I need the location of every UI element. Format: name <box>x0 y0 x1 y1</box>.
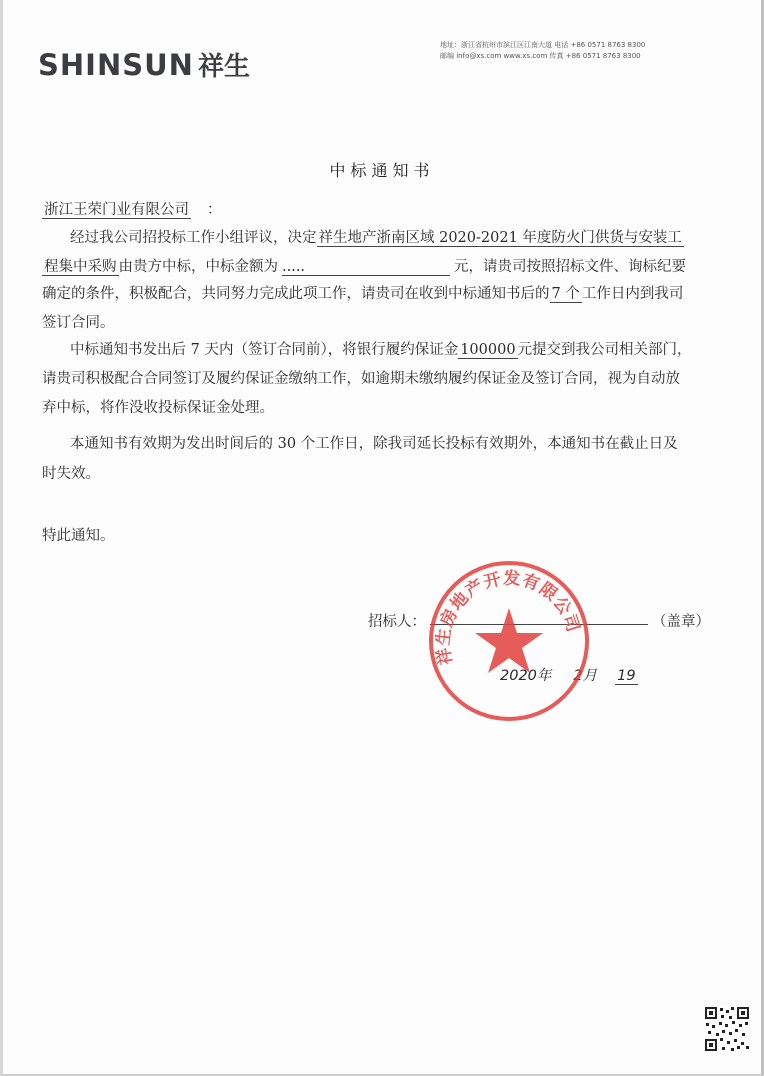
paragraph-2-line-3: 弃中标，将作没收投标保证金处理。 <box>42 400 274 416</box>
contact-web: 邮编 info@xs.com www.xs.com <box>440 52 548 60</box>
contact-address: 地址：浙江省杭州市滨江区江南大道 <box>440 41 552 49</box>
recipient-name: 浙江王荣门业有限公司 <box>44 202 189 218</box>
paragraph-1-line-1 <box>70 226 684 247</box>
paragraph-3-line-2: 时失效。 <box>42 466 100 482</box>
p1-line3-b: 工作日内到我司 <box>581 286 684 302</box>
date-year: 2020年 <box>500 668 552 684</box>
paragraph-2-line-1 <box>70 338 692 359</box>
contact-line-1 <box>440 40 660 51</box>
p2-b: 元提交到我公司相关部门， <box>517 342 692 358</box>
p2-a: 中标通知书发出后 7 天内（签订合同前），将银行履约保证金 <box>70 342 459 358</box>
paragraph-1-line-4: 签订合同。 <box>42 315 115 331</box>
svg-text:祥生房地产开发有限公司: 祥生房地产开发有限公司 <box>433 568 584 667</box>
logo-english: SHINSUN <box>38 47 194 82</box>
date-day: 19 <box>617 668 636 684</box>
p1-after-amount: 元，请贵司按照招标文件、询标纪要 <box>454 259 686 275</box>
page-title: 中标通知书 <box>329 161 435 180</box>
p1-mid: 由贵方中标，中标金额为 <box>118 259 278 275</box>
contact-fax: 传真 +86 0571 8763 8300 <box>549 52 641 60</box>
contact-info <box>440 40 660 62</box>
p1-line3-a: 确定的条件，积极配合，共同努力完成此项工作，请贵司在收到中标通知书后的 <box>42 286 550 302</box>
deposit-amount: 100000 <box>460 342 516 358</box>
paragraph-1-line-2 <box>42 255 686 276</box>
contact-line-2 <box>440 51 660 62</box>
date-month: 2月 <box>573 668 598 684</box>
sign-days: 7 个 <box>551 286 580 302</box>
seal-note: （盖章） <box>652 614 710 630</box>
company-seal <box>424 556 594 726</box>
award-amount-value: ..... <box>282 259 306 275</box>
tenderer-label: 招标人： <box>368 614 426 630</box>
company-logo <box>38 46 250 83</box>
award-amount <box>282 259 450 276</box>
paragraph-1-line-3 <box>42 282 683 303</box>
project-name: 祥生地产浙南区域 2020-2021 年度防火门供货与安装工 <box>318 230 682 246</box>
closing-text: 特此通知。 <box>42 528 115 544</box>
p1-prefix: 经过我公司招投标工作小组评议，决定 <box>70 230 317 246</box>
recipient-line <box>42 198 222 219</box>
paragraph-2-line-2: 请贵司积极配合合同签订及履约保证金缴纳工作，如逾期未缴纳履约保证金及签订合同，视为自动放 <box>42 371 680 387</box>
paragraph-3-line-1: 本通知书有效期为发出时间后的 30 个工作日，除我司延长投标有效期外，本通知书在截止日及 <box>70 436 678 452</box>
contact-tel: 电话 +86 0571 8763 8300 <box>554 41 646 49</box>
logo-chinese: 祥生 <box>197 52 250 82</box>
qr-code-icon <box>704 1006 750 1052</box>
recipient-suffix: ： <box>207 202 222 218</box>
seal-star-icon <box>475 608 543 673</box>
project-name-cont: 程集中采购 <box>44 259 117 275</box>
